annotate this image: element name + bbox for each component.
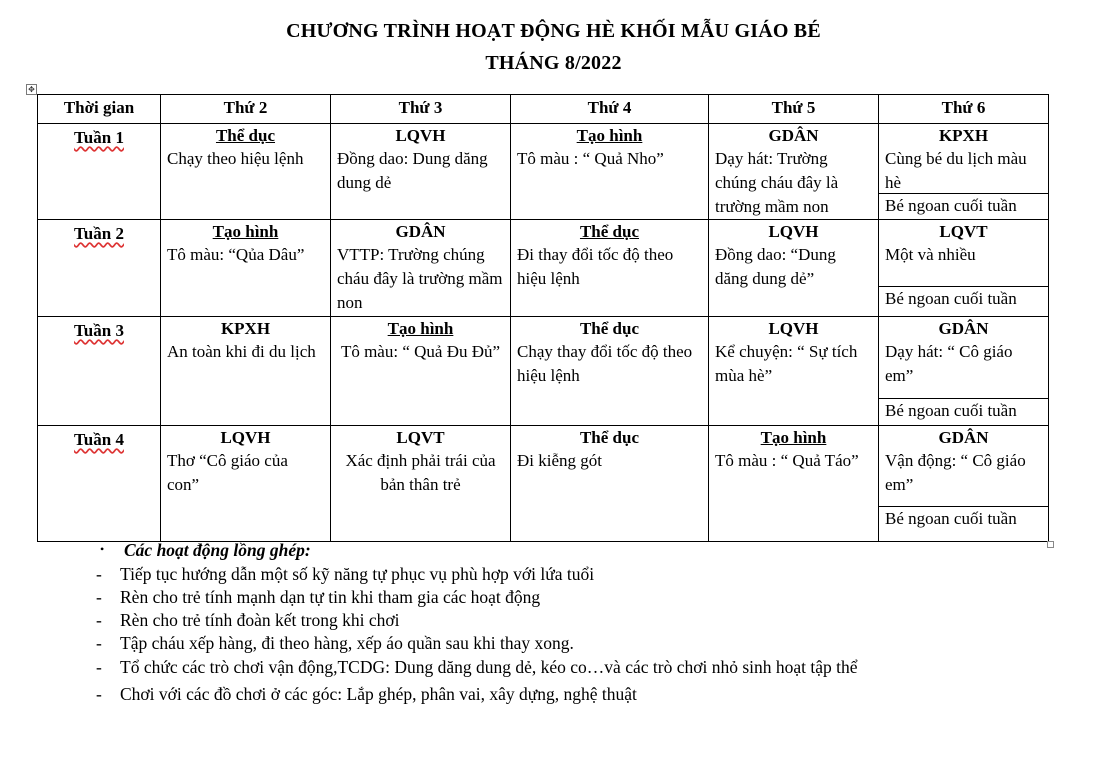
schedule-table: [37, 94, 1049, 542]
header-time: Thời gian: [38, 95, 161, 124]
header-friday: Thứ 6: [879, 95, 1049, 124]
cell-thursday: [709, 426, 879, 542]
subject: GDÂN: [395, 222, 446, 241]
activity: Dạy hát: Trường chúng cháu đây là trường mầm non: [715, 149, 839, 216]
activity: An toàn khi đi du lịch: [167, 342, 316, 361]
activity: VTTP: Trường chúng cháu đây là trường mầm non: [337, 245, 503, 312]
weekly-good-kid: Bé ngoan cuối tuần: [879, 398, 1048, 423]
move-table-icon[interactable]: ✥: [26, 84, 37, 95]
cell-thursday: [709, 220, 879, 317]
dash-icon: -: [96, 657, 102, 677]
activity: Đi kiễng gót: [517, 451, 602, 470]
weekly-good-kid: Bé ngoan cuối tuần: [879, 286, 1048, 311]
cell-tuesday: [331, 124, 511, 220]
list-item: [96, 657, 858, 678]
activity: Tô màu: “ Quả Đu Đủ”: [340, 342, 501, 361]
cell-wednesday: [511, 220, 709, 317]
cell-wednesday: [511, 124, 709, 220]
activity: Kể chuyện: “ Sự tích mùa hè”: [715, 342, 858, 385]
cell-thursday: [709, 317, 879, 426]
list-item: [96, 684, 637, 705]
list-item-text: Tiếp tục hướng dẫn một số kỹ năng tự phục vụ phù hợp với lứa tuổi: [120, 564, 595, 584]
cell-friday: [879, 426, 1049, 542]
subject: Thể dục: [215, 126, 276, 145]
list-item: [96, 610, 399, 631]
week-label: Tuần 1: [38, 124, 161, 220]
cell-monday: [161, 426, 331, 542]
activity: Dạy hát: “ Cô giáo em”: [885, 342, 1013, 385]
subject: Tạo hình: [212, 222, 279, 241]
header-monday: Thứ 2: [161, 95, 331, 124]
list-item-text: Chơi với các đồ chơi ở các góc: Lắp ghép, phân vai, xây dựng, nghệ thuật: [120, 684, 637, 704]
activity: Thơ “Cô giáo của con”: [167, 451, 288, 494]
table-header-row: [38, 95, 1049, 124]
cell-tuesday: [331, 220, 511, 317]
activity: Chạy thay đổi tốc độ theo hiệu lệnh: [517, 342, 693, 385]
page-title: CHƯƠNG TRÌNH HOẠT ĐỘNG HÈ KHỐI MẪU GIÁO BÉ: [286, 20, 821, 42]
table-row: [38, 317, 1049, 426]
cell-wednesday: [511, 426, 709, 542]
activity: Một và nhiều: [885, 245, 976, 264]
subject: Tạo hình: [576, 126, 643, 145]
cell-friday: [879, 317, 1049, 426]
cell-friday: [879, 124, 1049, 220]
cell-monday: [161, 124, 331, 220]
list-item-text: Tổ chức các trò chơi vận động,TCDG: Dung dăng dung dẻ, kéo co…và các trò chơi nhỏ sinh hoạt tập thể: [120, 657, 858, 677]
activity: Đồng dao: Dung dăng dung dẻ: [337, 149, 488, 192]
integrated-heading: Các hoạt động lồng ghép:: [124, 540, 311, 560]
subject: LQVH: [395, 126, 446, 145]
subject: Tạo hình: [760, 428, 827, 447]
header-wednesday: Thứ 4: [511, 95, 709, 124]
subject: Thể dục: [579, 319, 640, 338]
list-item-text: Tập cháu xếp hàng, đi theo hàng, xếp áo quần sau khi thay xong.: [120, 633, 574, 653]
cell-monday: [161, 317, 331, 426]
subject: Thể dục: [579, 428, 640, 447]
page-subtitle: THÁNG 8/2022: [485, 52, 622, 74]
activity: Tô màu : “ Quả Nho”: [517, 149, 664, 168]
table-row: [38, 426, 1049, 542]
subject: GDÂN: [938, 319, 989, 338]
subject: LQVH: [768, 319, 819, 338]
week-label: Tuần 2: [38, 220, 161, 317]
cell-thursday: [709, 124, 879, 220]
header-tuesday: Thứ 3: [331, 95, 511, 124]
cell-monday: [161, 220, 331, 317]
table-row: [38, 220, 1049, 317]
activity: Tô màu : “ Quả Táo”: [715, 451, 859, 470]
list-item: [96, 564, 594, 585]
subject: LQVH: [220, 428, 271, 447]
table-row: [38, 124, 1049, 220]
subject: LQVT: [939, 222, 988, 241]
subject: KPXH: [938, 126, 989, 145]
subject: KPXH: [220, 319, 271, 338]
list-item: [96, 587, 540, 608]
subject: LQVT: [396, 428, 445, 447]
cell-tuesday: [331, 317, 511, 426]
subject: GDÂN: [768, 126, 819, 145]
weekly-good-kid: Bé ngoan cuối tuần: [879, 193, 1048, 218]
bullet-icon: •: [100, 542, 105, 556]
header-thursday: Thứ 5: [709, 95, 879, 124]
activity: Cùng bé du lịch màu hè: [885, 149, 1027, 192]
subject: GDÂN: [938, 428, 989, 447]
week-label: Tuần 3: [38, 317, 161, 426]
cell-friday: [879, 220, 1049, 317]
week-label: Tuần 4: [38, 426, 161, 542]
list-item-text: Rèn cho trẻ tính đoàn kết trong khi chơi: [120, 610, 400, 630]
dash-icon: -: [96, 564, 102, 584]
weekly-good-kid: Bé ngoan cuối tuần: [879, 506, 1048, 531]
activity: Đồng dao: “Dung dăng dung dẻ”: [715, 245, 836, 288]
dash-icon: -: [96, 587, 102, 607]
activity: Xác định phải trái của bản thân trẻ: [345, 451, 496, 494]
subject: Thể dục: [579, 222, 640, 241]
list-item-text: Rèn cho trẻ tính mạnh dạn tự tin khi tham gia các hoạt động: [120, 587, 541, 607]
activity: Tô màu: “Qủa Dâu”: [167, 245, 305, 264]
cell-wednesday: [511, 317, 709, 426]
dash-icon: -: [96, 610, 102, 630]
subject: Tạo hình: [387, 319, 454, 338]
activity: Vận động: “ Cô giáo em”: [885, 451, 1026, 494]
cell-tuesday: [331, 426, 511, 542]
activity: Đi thay đổi tốc độ theo hiệu lệnh: [517, 245, 674, 288]
list-item: [96, 633, 574, 654]
dash-icon: -: [96, 633, 102, 653]
activity: Chạy theo hiệu lệnh: [167, 149, 304, 168]
dash-icon: -: [96, 684, 102, 704]
table-resize-handle[interactable]: [1047, 541, 1054, 548]
subject: LQVH: [768, 222, 819, 241]
